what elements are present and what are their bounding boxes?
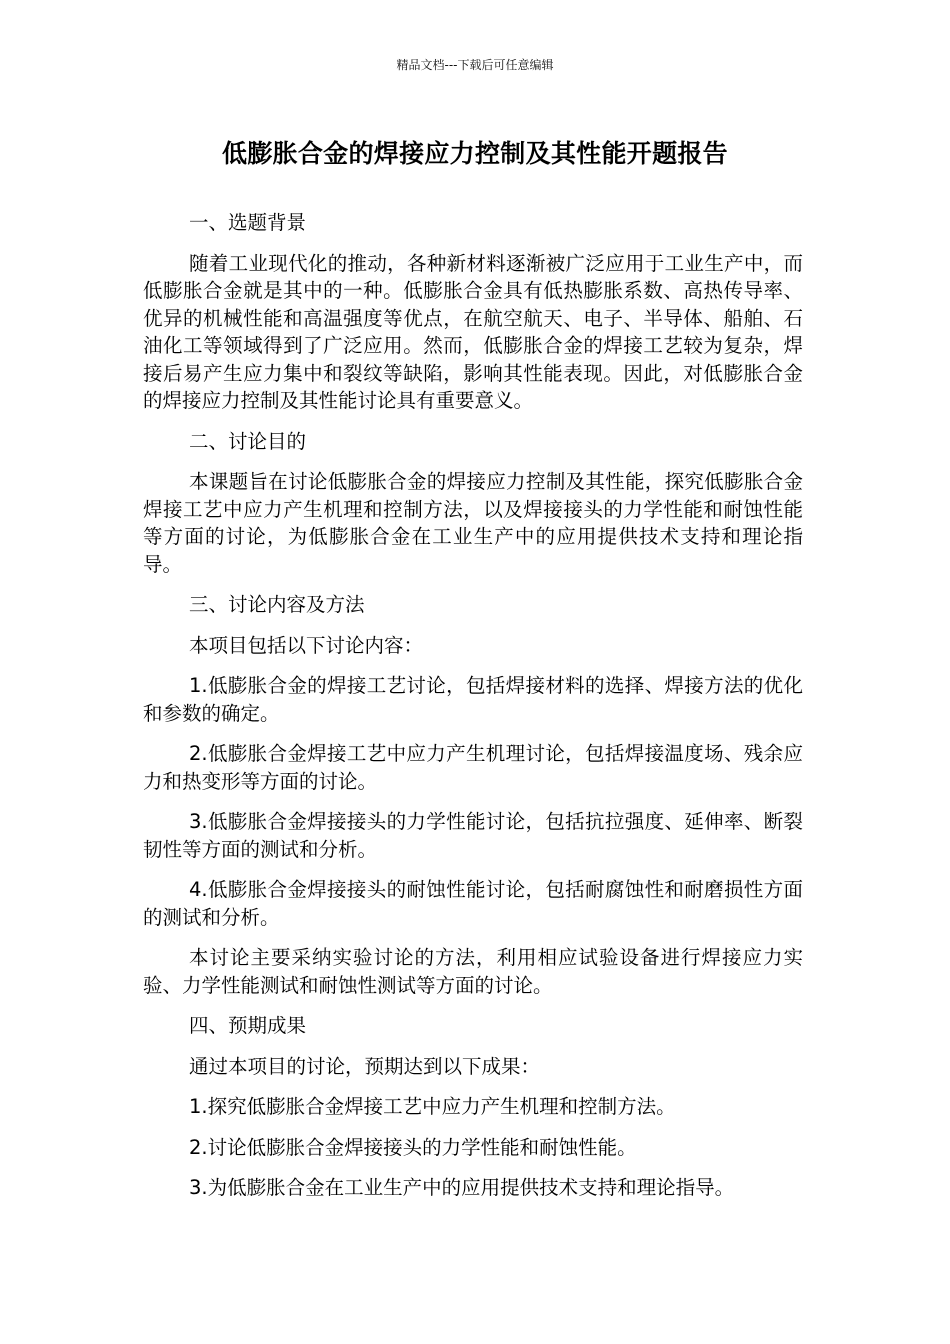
section-heading: 四、预期成果 [189,1014,307,1037]
section-heading: 二、讨论目的 [189,429,307,453]
paragraph: 随着工业现代化的推动，各种新材料逐渐被广泛应用于工业生产中，而低膨胀合金就是其中的一种。低膨胀合金具有低热膨胀系数、高热传导率、优异的机械性能和高温强度等优点，在航空航天、电子、半导体、船舶、石油化工等领域得到了广泛应用。然而，低膨胀合金的焊接工艺较为复杂，焊接后易产生应力集中和裂纹等缺陷，影响其性能表现。因此，对低膨胀合金的焊接应力控制及其性能讨论具有重要意义。 [143,251,803,412]
section-background [143,209,803,415]
section-heading: 三、讨论内容及方法 [189,593,365,616]
list-item: 1.探究低膨胀合金焊接工艺中应力产生机理和控制方法。 [189,1095,676,1118]
document-title: 低膨胀合金的焊接应力控制及其性能开题报告 [221,139,728,168]
list-item: 3.低膨胀合金焊接接头的力学性能讨论，包括抗拉强度、延伸率、断裂韧性等方面的测试和分析。 [143,810,803,861]
section-heading: 一、选题背景 [189,211,307,234]
paragraph: 本课题旨在讨论低膨胀合金的焊接应力控制及其性能，探究低膨胀合金焊接工艺中应力产生机理和控制方法，以及焊接接头的力学性能和耐蚀性能等方面的讨论，为低膨胀合金在工业生产中的应用提供技术支持和理论指导。 [143,470,803,576]
paragraph: 本讨论主要采纳实验讨论的方法，利用相应试验设备进行焊接应力实验、力学性能测试和耐蚀性测试等方面的讨论。 [143,946,803,997]
section-expected-results [143,1012,803,1202]
list-item: 2.讨论低膨胀合金焊接接头的力学性能和耐蚀性能。 [189,1135,637,1159]
page-header: 精品文档---下载后可任意编辑 [396,58,554,72]
paragraph: 通过本项目的讨论，预期达到以下成果： [189,1054,541,1078]
list-item: 3.为低膨胀合金在工业生产中的应用提供技术支持和理论指导。 [189,1176,735,1199]
document-body [143,209,803,1215]
list-item: 1.低膨胀合金的焊接工艺讨论，包括焊接材料的选择、焊接方法的优化和参数的确定。 [143,674,803,725]
list-item: 4.低膨胀合金焊接接头的耐蚀性能讨论，包括耐腐蚀性和耐磨损性方面的测试和分析。 [143,878,803,929]
section-content-methods [143,591,803,999]
list-item: 2.低膨胀合金焊接工艺中应力产生机理讨论，包括焊接温度场、残余应力和热变形等方面的讨论。 [143,742,803,793]
section-purpose [143,428,803,579]
paragraph: 本项目包括以下讨论内容： [189,633,424,657]
